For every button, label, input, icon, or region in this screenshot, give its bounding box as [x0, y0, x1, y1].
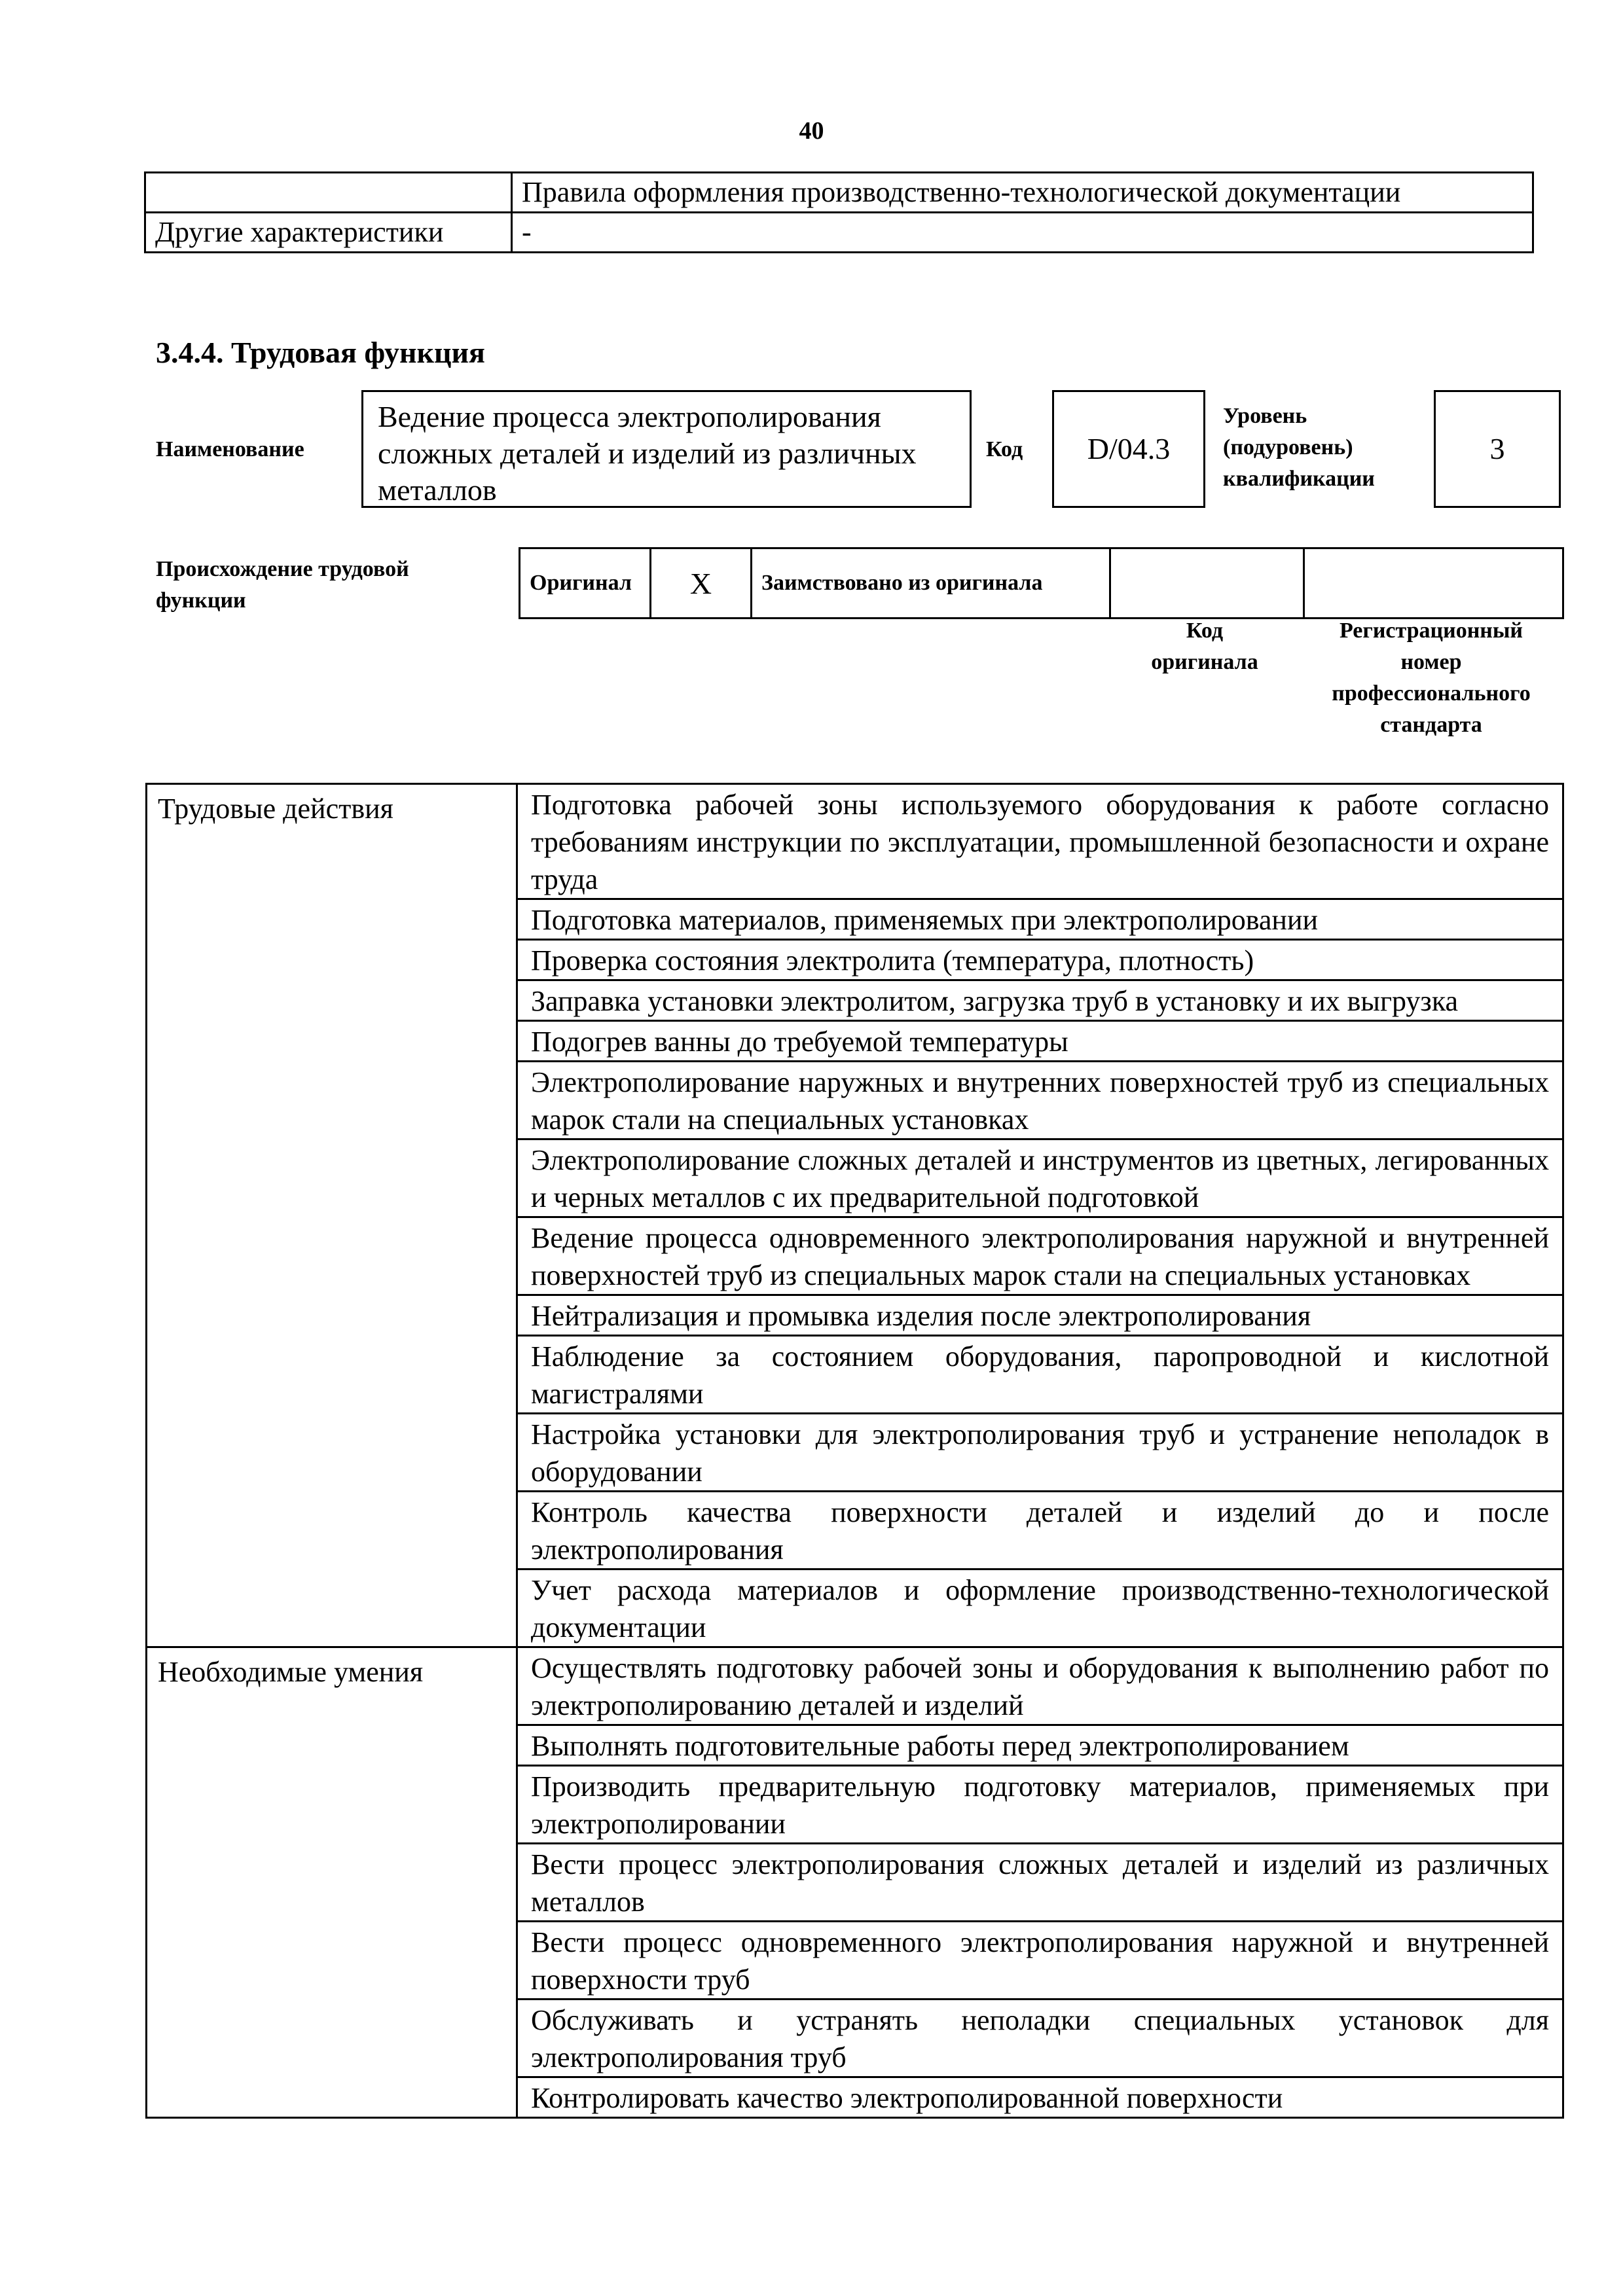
- origin-label: [156, 554, 409, 617]
- section-item: Проверка состояния электролита (температура, плотность): [517, 940, 1563, 980]
- section-item: Производить предварительную подготовку материалов, применяемых при электрополировании: [517, 1766, 1563, 1844]
- page-number: 40: [799, 117, 824, 145]
- function-name-value: Ведение процесса электрополирования сложных деталей и изделий из различных металлов: [378, 400, 917, 507]
- level-label-line: Уровень: [1223, 404, 1307, 428]
- caption-line: Регистрационный: [1339, 619, 1523, 643]
- other-characteristics-label: Другие характеристики: [145, 213, 512, 253]
- section-label: Необходимые умения: [147, 1647, 517, 2118]
- table-row: [147, 784, 1563, 899]
- top-characteristics-table: [144, 171, 1534, 253]
- section-item: Вести процесс электрополирования сложных деталей и изделий из различных металлов: [517, 1844, 1563, 1922]
- section-item: Осуществлять подготовку рабочей зоны и оборудования к выполнению работ по электрополированию деталей и изделий: [517, 1647, 1563, 1725]
- section-label: Трудовые действия: [147, 784, 517, 1647]
- level-label-line: квалификации: [1223, 467, 1375, 491]
- origin-label-line: функции: [156, 588, 246, 613]
- section-item: Электрополирование наружных и внутренних поверхностей труб из специальных марок стали на специальных установках: [517, 1062, 1563, 1139]
- original-label: Оригинал: [520, 548, 651, 619]
- caption-line: оригинала: [1151, 650, 1258, 674]
- origin-table: [519, 547, 1564, 619]
- section-item: Вести процесс одновременного электрополирования наружной и внутренней поверхности труб: [517, 1922, 1563, 2000]
- original-code-cell: [1110, 548, 1304, 619]
- section-item: Учет расхода материалов и оформление производственно-технологической документации: [517, 1570, 1563, 1647]
- section-item: Подготовка материалов, применяемых при электрополировании: [517, 899, 1563, 940]
- function-name-box: [361, 390, 972, 508]
- section-item: Электрополирование сложных деталей и инструментов из цветных, легированных и черных металлов с их предварительной подготовкой: [517, 1139, 1563, 1217]
- level-label: [1223, 401, 1375, 495]
- section-item: Выполнять подготовительные работы перед электрополированием: [517, 1725, 1563, 1766]
- code-label: Код: [986, 437, 1023, 461]
- registration-number-cell: [1304, 548, 1563, 619]
- section-item: Контроль качества поверхности деталей и изделий до и после электрополирования: [517, 1492, 1563, 1570]
- section-item: Обслуживать и устранять неполадки специальных установок для электрополирования труб: [517, 2000, 1563, 2077]
- row1-value: Правила оформления производственно-технологической документации: [512, 173, 1533, 213]
- section-item: Подготовка рабочей зоны используемого оборудования к работе согласно требованиям инструкции по эксплуатации, промышленной безопасности и охране труда: [517, 784, 1563, 899]
- section-item: Ведение процесса одновременного электрополирования наружной и внутренней поверхностей труб из специальных марок стали на специальных установках: [517, 1217, 1563, 1295]
- borrowed-label: Заимствовано из оригинала: [752, 548, 1110, 619]
- caption-line: стандарта: [1380, 713, 1482, 737]
- empty-cell: [145, 173, 512, 213]
- original-mark: X: [651, 548, 752, 619]
- section-item: Контролировать качество электрополированной поверхности: [517, 2077, 1563, 2118]
- caption-line: профессионального: [1332, 681, 1531, 706]
- table-row: [145, 173, 1533, 213]
- level-label-line: (подуровень): [1223, 435, 1353, 459]
- table-row: [520, 548, 1563, 619]
- other-characteristics-value: -: [512, 213, 1533, 253]
- section-item: Заправка установки электролитом, загрузка труб в установку и их выгрузка: [517, 980, 1563, 1021]
- caption-line: номер: [1400, 650, 1462, 674]
- function-code-box: [1052, 390, 1205, 508]
- origin-label-line: Происхождение трудовой: [156, 557, 409, 581]
- table-row: [147, 1647, 1563, 1725]
- function-code-value: D/04.3: [1087, 432, 1171, 465]
- qualification-level-box: [1434, 390, 1561, 508]
- section-title: 3.4.4. Трудовая функция: [156, 336, 485, 369]
- name-label: Наименование: [156, 437, 304, 461]
- section-item: Подогрев ванны до требуемой температуры: [517, 1021, 1563, 1062]
- code-original-caption: [1108, 615, 1302, 678]
- section-item: Настройка установки для электрополирования труб и устранение неполадок в оборудовании: [517, 1414, 1563, 1492]
- labor-function-table: [145, 783, 1564, 2119]
- registration-number-caption: [1302, 615, 1561, 741]
- section-item: Наблюдение за состоянием оборудования, паропроводной и кислотной магистралями: [517, 1336, 1563, 1414]
- caption-line: Код: [1186, 619, 1224, 643]
- table-row: [145, 213, 1533, 253]
- section-item: Нейтрализация и промывка изделия после электрополирования: [517, 1295, 1563, 1336]
- qualification-level-value: 3: [1489, 432, 1505, 465]
